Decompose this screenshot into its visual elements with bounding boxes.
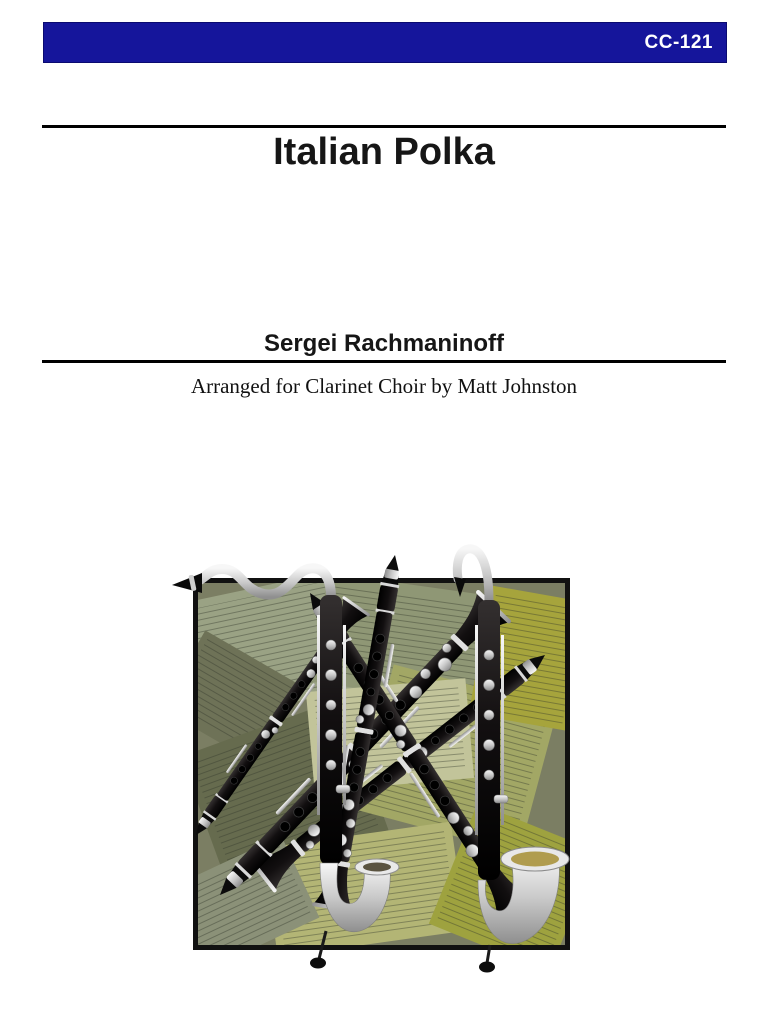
arranger-line: Arranged for Clarinet Choir by Matt Johnston bbox=[190, 374, 578, 398]
cover-art bbox=[160, 535, 630, 1005]
composer-name: Sergei Rachmaninoff bbox=[263, 330, 505, 357]
title-rule bbox=[42, 125, 726, 128]
composer-rule bbox=[42, 360, 726, 363]
clarinet-collage-icon bbox=[160, 535, 630, 1005]
catalog-banner bbox=[43, 22, 727, 63]
page-title: Italian Polka bbox=[273, 131, 495, 173]
catalog-number: CC-121 bbox=[644, 31, 713, 53]
